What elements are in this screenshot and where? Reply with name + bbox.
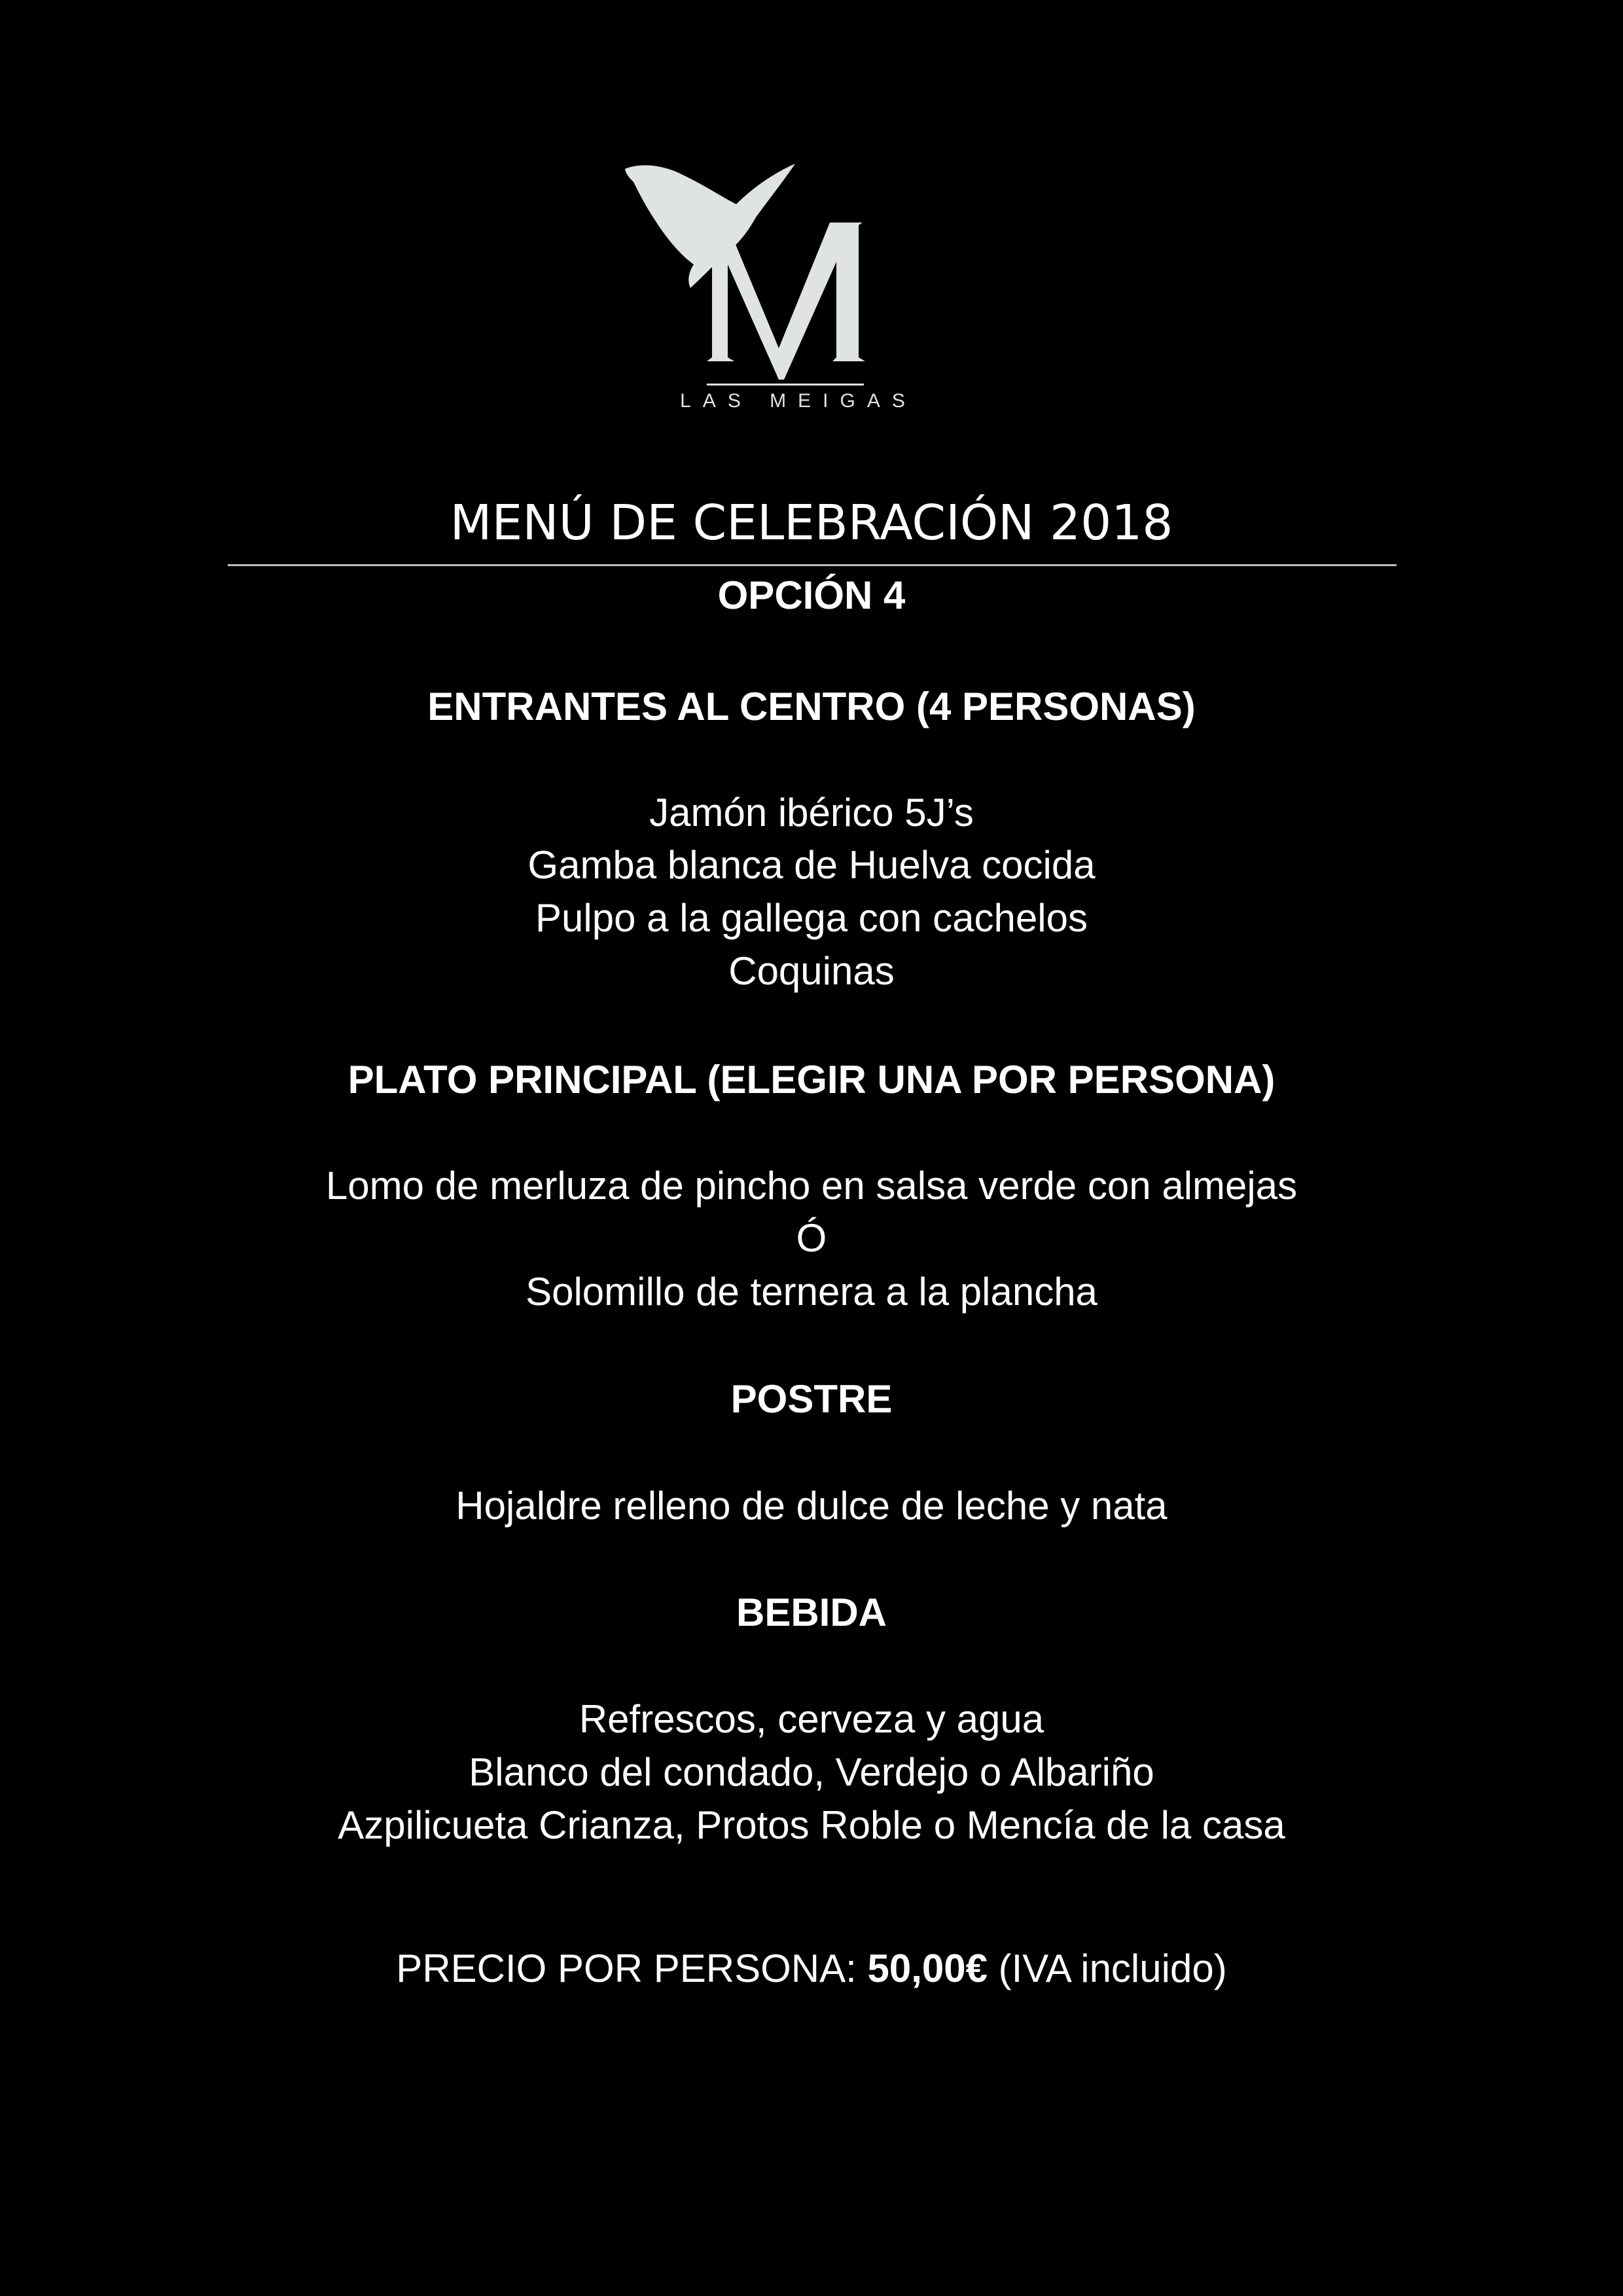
page-title: MENÚ DE CELEBRACIÓN 2018 — [450, 495, 1173, 551]
price-line — [0, 1946, 1623, 1990]
title-divider — [228, 564, 1397, 566]
main-or-separator: Ó — [796, 1216, 827, 1260]
price-label: PRECIO POR PERSONA: — [396, 1946, 868, 1990]
dessert-heading: POSTRE — [730, 1377, 893, 1421]
starter-item: Gamba blanca de Huelva cocida — [527, 843, 1096, 887]
starters-heading: ENTRANTES AL CENTRO (4 PERSONAS) — [427, 685, 1196, 728]
starter-item: Jamón ibérico 5J’s — [649, 791, 974, 834]
drink-item: Azpilicueta Crianza, Protos Roble o Mencía de la casa — [338, 1803, 1285, 1847]
drink-item: Blanco del condado, Verdejo o Albariño — [469, 1750, 1154, 1794]
starter-item: Coquinas — [728, 949, 895, 993]
main-item: Solomillo de ternera a la plancha — [526, 1270, 1097, 1314]
option-heading: OPCIÓN 4 — [717, 573, 906, 617]
drinks-heading: BEBIDA — [736, 1590, 887, 1634]
dessert-item: Hojaldre relleno de dulce de leche y nata — [455, 1484, 1168, 1528]
price-note: (IVA incluido) — [987, 1946, 1227, 1990]
starter-item: Pulpo a la gallega con cachelos — [535, 896, 1088, 940]
main-item: Lomo de merluza de pincho en salsa verde con almejas — [325, 1164, 1298, 1208]
logo-wordmark: LAS MEIGAS — [680, 390, 917, 412]
main-heading: PLATO PRINCIPAL (ELEGIR UNA POR PERSONA) — [348, 1058, 1275, 1102]
price-amount: 50,00€ — [867, 1946, 988, 1990]
drink-item: Refrescos, cerveza y agua — [579, 1697, 1044, 1741]
